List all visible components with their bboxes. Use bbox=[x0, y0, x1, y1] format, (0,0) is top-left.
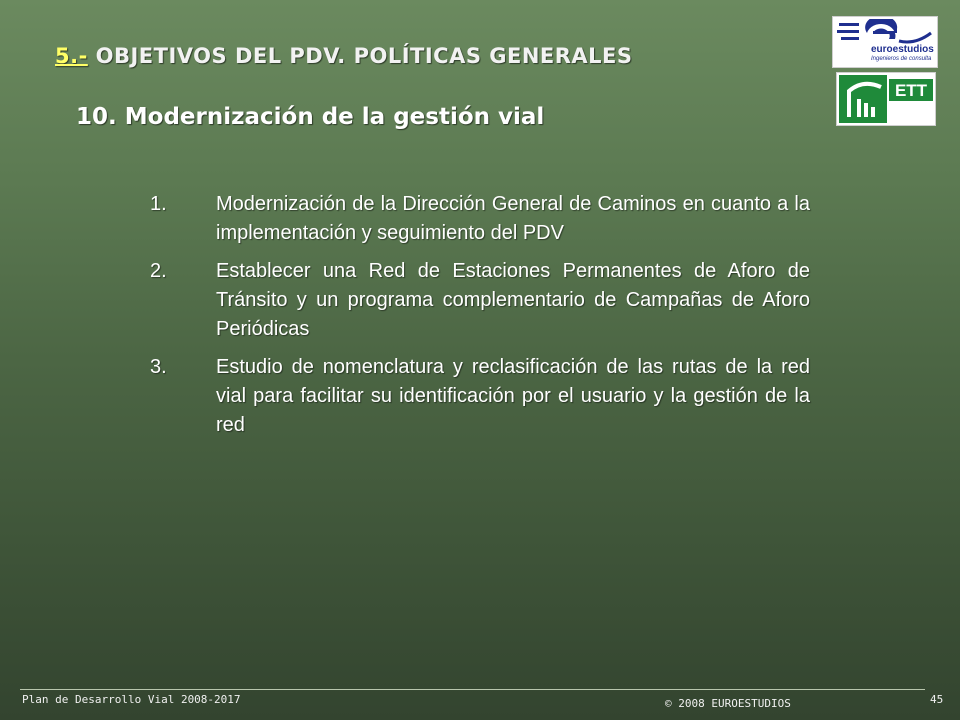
footer-plan-name: Plan de Desarrollo Vial 2008-2017 bbox=[22, 693, 241, 706]
section-title bbox=[55, 44, 633, 68]
euroestudios-name: euroestudios bbox=[871, 44, 934, 55]
ett-logo bbox=[836, 72, 936, 126]
euroestudios-tagline: Ingenieros de consulta bbox=[871, 56, 932, 62]
list-item bbox=[150, 190, 810, 248]
list-item bbox=[150, 257, 810, 344]
page-number: 45 bbox=[930, 693, 944, 706]
objectives-list bbox=[150, 190, 810, 449]
list-item-number: 3. bbox=[150, 356, 167, 378]
section-number: 5.- bbox=[55, 44, 88, 68]
euroestudios-logo bbox=[832, 16, 938, 68]
footer-divider bbox=[20, 689, 925, 690]
list-item-text: Establecer una Red de Estaciones Permanentes de Aforo de Tránsito y un programa complementario de Campañas de Aforo Periódicas bbox=[216, 260, 810, 340]
slide-subtitle: 10. Modernización de la gestión vial bbox=[76, 104, 545, 130]
list-item-number: 2. bbox=[150, 260, 167, 282]
section-title-text: OBJETIVOS DEL PDV. POLÍTICAS GENERALES bbox=[95, 44, 633, 68]
list-item-text: Estudio de nomenclatura y reclasificación de las rutas de la red vial para facilitar su identificación por el usuario y la gestión de la red bbox=[216, 356, 810, 436]
list-item bbox=[150, 353, 810, 440]
list-item-text: Modernización de la Dirección General de Caminos en cuanto a la implementación y seguimiento del PDV bbox=[216, 193, 810, 244]
list-item-number: 1. bbox=[150, 193, 167, 215]
ett-logo-text: ETT bbox=[894, 81, 928, 100]
footer-copyright: © 2008 EUROESTUDIOS bbox=[665, 697, 791, 710]
ett-logo-icon bbox=[837, 73, 935, 125]
euroestudios-e-logo-icon bbox=[837, 19, 933, 47]
